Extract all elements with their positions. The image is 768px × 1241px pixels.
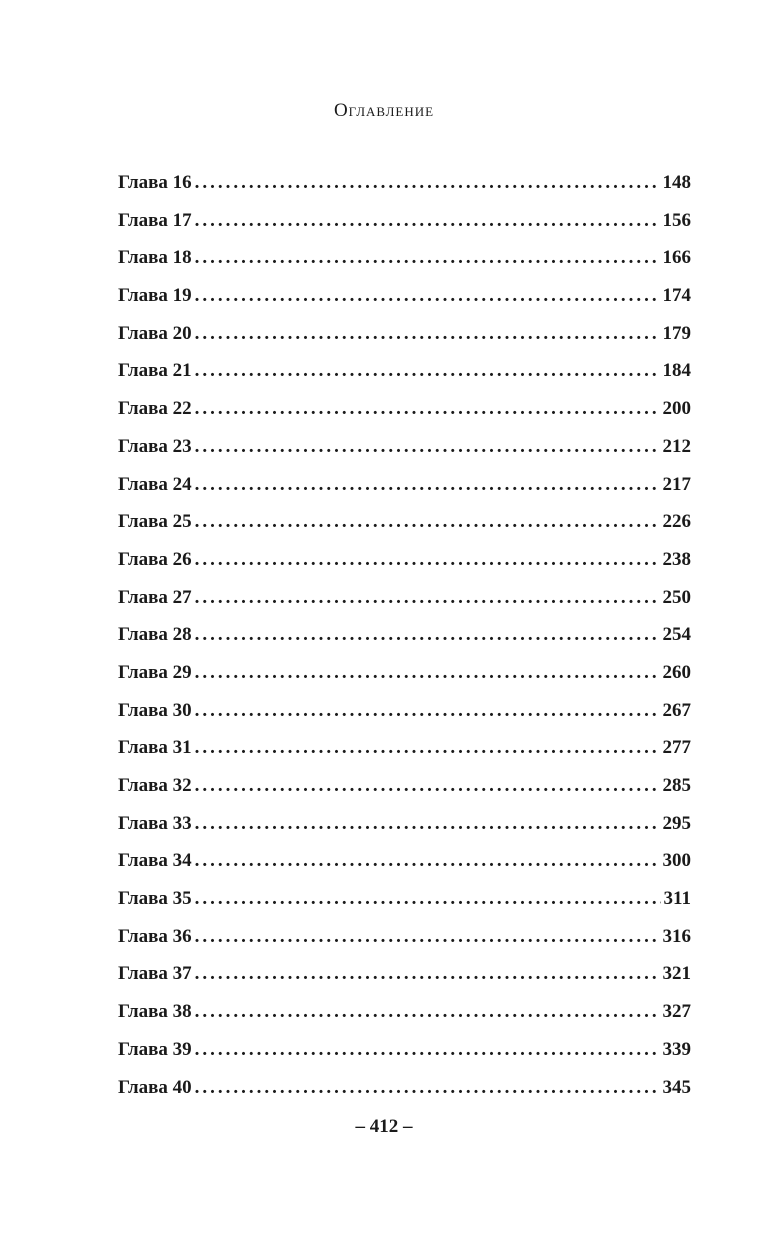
toc-entry-page: 254 [662, 624, 691, 646]
toc-entry-page: 226 [662, 511, 691, 533]
toc-entry[interactable] [118, 164, 691, 202]
toc-entry[interactable] [118, 880, 691, 918]
toc-dot-leader [195, 842, 660, 880]
toc-entry-title: Глава 17 [118, 209, 192, 231]
toc-entry-page: 184 [662, 360, 691, 382]
toc-dot-leader [195, 692, 660, 730]
toc-dot-leader [195, 239, 660, 277]
page-number: – 412 – [355, 1116, 413, 1137]
toc-entry-page: 311 [663, 888, 691, 910]
toc-entry-title: Глава 25 [118, 511, 192, 533]
toc-entry-page: 174 [662, 285, 691, 307]
toc-entry-page: 267 [662, 699, 691, 721]
toc-entry[interactable] [118, 692, 691, 730]
toc-entry[interactable] [118, 1031, 691, 1069]
toc-entry-page: 212 [662, 435, 691, 457]
toc-entry[interactable] [118, 390, 691, 428]
toc-entry-title: Глава 26 [118, 548, 192, 570]
toc-dot-leader [195, 918, 660, 956]
toc-entry-title: Глава 19 [118, 285, 192, 307]
toc-entry-title: Глава 30 [118, 699, 192, 721]
toc-dot-leader [195, 202, 660, 240]
toc-entry-title: Глава 22 [118, 398, 192, 420]
page-title: Оглавление [333, 100, 435, 121]
toc-entry-title: Глава 18 [118, 247, 192, 269]
toc-entry-page: 260 [662, 661, 691, 683]
toc-entry-page: 300 [662, 850, 691, 872]
toc-entry[interactable] [118, 466, 691, 504]
toc-dot-leader [195, 466, 660, 504]
toc-entry[interactable] [118, 993, 691, 1031]
toc-dot-leader [195, 805, 660, 843]
toc-entry[interactable] [118, 579, 691, 617]
toc-entry[interactable] [118, 616, 691, 654]
toc-entry-page: 148 [662, 172, 691, 193]
toc-dot-leader [195, 1069, 660, 1107]
toc-entry-title: Глава 28 [118, 624, 192, 646]
toc-entry[interactable] [118, 239, 691, 277]
toc-entry[interactable] [118, 277, 691, 315]
toc-entry[interactable] [118, 428, 691, 466]
toc-entry-page: 179 [662, 322, 691, 344]
toc-dot-leader [195, 352, 660, 390]
toc-entry[interactable] [118, 541, 691, 579]
toc-entry-page: 217 [662, 473, 691, 495]
toc-dot-leader [195, 164, 660, 202]
toc-entry[interactable] [118, 729, 691, 767]
toc-dot-leader [195, 503, 660, 541]
toc-entry[interactable] [118, 918, 691, 956]
toc-dot-leader [195, 277, 660, 315]
toc-entry[interactable] [118, 503, 691, 541]
toc-dot-leader [195, 654, 660, 692]
toc-entry-page: 321 [662, 963, 691, 985]
toc-dot-leader [195, 579, 660, 617]
toc-entry[interactable] [118, 805, 691, 843]
toc-entry-page: 238 [662, 548, 691, 570]
toc-entry-title: Глава 38 [118, 1001, 192, 1023]
toc-entry-page: 285 [662, 775, 691, 796]
toc-entry[interactable] [118, 767, 691, 805]
toc-dot-leader [195, 616, 660, 654]
toc-entry-title: Глава 35 [118, 888, 192, 910]
toc-entry-page: 339 [662, 1038, 691, 1060]
toc-dot-leader [195, 315, 660, 353]
toc-entry-page: 316 [662, 925, 691, 947]
toc-entry-title: Глава 34 [118, 850, 192, 872]
toc-entry-page: 250 [662, 586, 691, 608]
toc-dot-leader [195, 541, 660, 579]
toc-entry-title: Глава 29 [118, 661, 192, 683]
toc-entry[interactable] [118, 202, 691, 240]
toc-entry-page: 295 [662, 812, 691, 834]
toc-entry[interactable] [118, 315, 691, 353]
toc-entry-title: Глава 33 [118, 812, 192, 834]
toc-entry-title: Глава 20 [118, 322, 192, 344]
toc-dot-leader [195, 955, 660, 993]
toc-entry-page: 200 [662, 398, 691, 420]
toc-entry[interactable] [118, 842, 691, 880]
toc-dot-leader [195, 880, 661, 918]
toc-dot-leader [195, 767, 660, 805]
toc-entry-title: Глава 27 [118, 586, 192, 608]
toc-entry-title: Глава 39 [118, 1038, 192, 1060]
toc-entry-title: Глава 21 [118, 360, 192, 382]
toc-dot-leader [195, 428, 660, 466]
toc-entry-title: Глава 40 [118, 1076, 192, 1098]
toc-entry-page: 345 [662, 1076, 691, 1098]
toc-entry-title: Глава 16 [118, 172, 192, 193]
toc-entry[interactable] [118, 1069, 691, 1107]
toc-entry-title: Глава 23 [118, 435, 192, 457]
toc-entry-title: Глава 24 [118, 473, 192, 495]
toc-entry-title: Глава 36 [118, 925, 192, 947]
toc-entry-page: 277 [662, 737, 691, 759]
toc-dot-leader [195, 729, 660, 767]
toc-entry-title: Глава 37 [118, 963, 192, 985]
toc-entry-page: 156 [662, 209, 691, 231]
toc-entry[interactable] [118, 352, 691, 390]
toc-entry-title: Глава 31 [118, 737, 192, 759]
table-of-contents [118, 164, 691, 1106]
toc-entry-page: 327 [662, 1001, 691, 1023]
toc-entry-page: 166 [662, 247, 691, 269]
toc-dot-leader [195, 993, 660, 1031]
toc-entry-title: Глава 32 [118, 775, 192, 796]
toc-dot-leader [195, 1031, 660, 1069]
toc-dot-leader [195, 390, 660, 428]
toc-entry[interactable] [118, 654, 691, 692]
toc-entry[interactable] [118, 955, 691, 993]
